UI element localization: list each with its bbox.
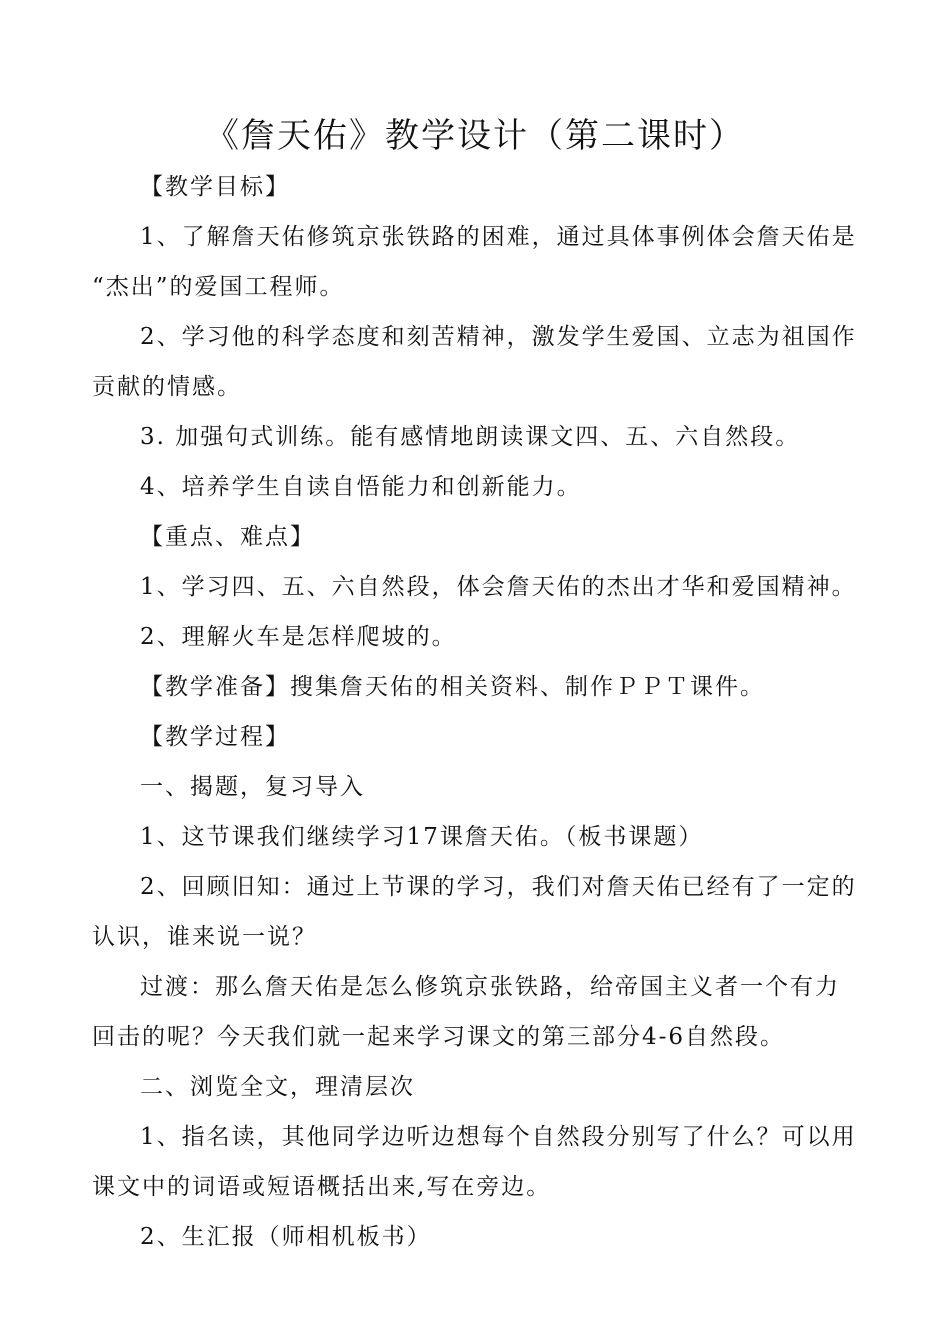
- section-2-item-1-line-2: 课文中的词语或短语概括出来,写在旁边。: [92, 1174, 552, 1200]
- section-2-heading: 二、浏览全文，理清层次: [140, 1074, 415, 1100]
- heading-teaching-process: 【教学过程】: [140, 724, 290, 750]
- key-point-2: 2、理解火车是怎样爬坡的。: [140, 624, 457, 650]
- key-point-1: 1、学习四、五、六自然段，体会詹天佑的杰出才华和爱国精神。: [140, 574, 857, 600]
- heading-teaching-goals: 【教学目标】: [140, 174, 290, 200]
- goal-4: 4、培养学生自读自悟能力和创新能力。: [140, 474, 582, 500]
- section-1-item-2-line-1: 2、回顾旧知：通过上节课的学习，我们对詹天佑已经有了一定的: [140, 874, 857, 900]
- goal-1-line-1: 1、了解詹天佑修筑京张铁路的困难，通过具体事例体会詹天佑是: [140, 224, 857, 250]
- document-title: 《詹天佑》教学设计（第二课时）: [205, 116, 745, 156]
- goal-2-line-2: 贡献的情感。: [92, 374, 242, 400]
- transition-line-1: 过渡：那么詹天佑是怎么修筑京张铁路，给帝国主义者一个有力: [140, 974, 840, 1000]
- teaching-preparation: 【教学准备】搜集詹天佑的相关资料、制作ＰＰＴ课件。: [140, 674, 765, 700]
- goal-1-line-2: “杰出”的爱国工程师。: [92, 274, 345, 300]
- section-1-item-1: 1、这节课我们继续学习17课詹天佑。（板书课题）: [140, 824, 704, 850]
- heading-key-points: 【重点、难点】: [140, 524, 315, 550]
- section-1-heading: 一、揭题，复习导入: [140, 774, 365, 800]
- section-2-item-2: 2、生汇报（师相机板书）: [140, 1224, 432, 1250]
- transition-line-2: 回击的呢？今天我们就一起来学习课文的第三部分4-6自然段。: [92, 1024, 786, 1050]
- goal-2-line-1: 2、学习他的科学态度和刻苦精神，激发学生爱国、立志为祖国作: [140, 324, 857, 350]
- section-2-item-1-line-1: 1、指名读，其他同学边听边想每个自然段分别写了什么？可以用: [140, 1124, 857, 1150]
- section-1-item-2-line-2: 认识，谁来说一说？: [92, 924, 317, 950]
- goal-3: 3. 加强句式训练。能有感情地朗读课文四、五、六自然段。: [140, 424, 801, 450]
